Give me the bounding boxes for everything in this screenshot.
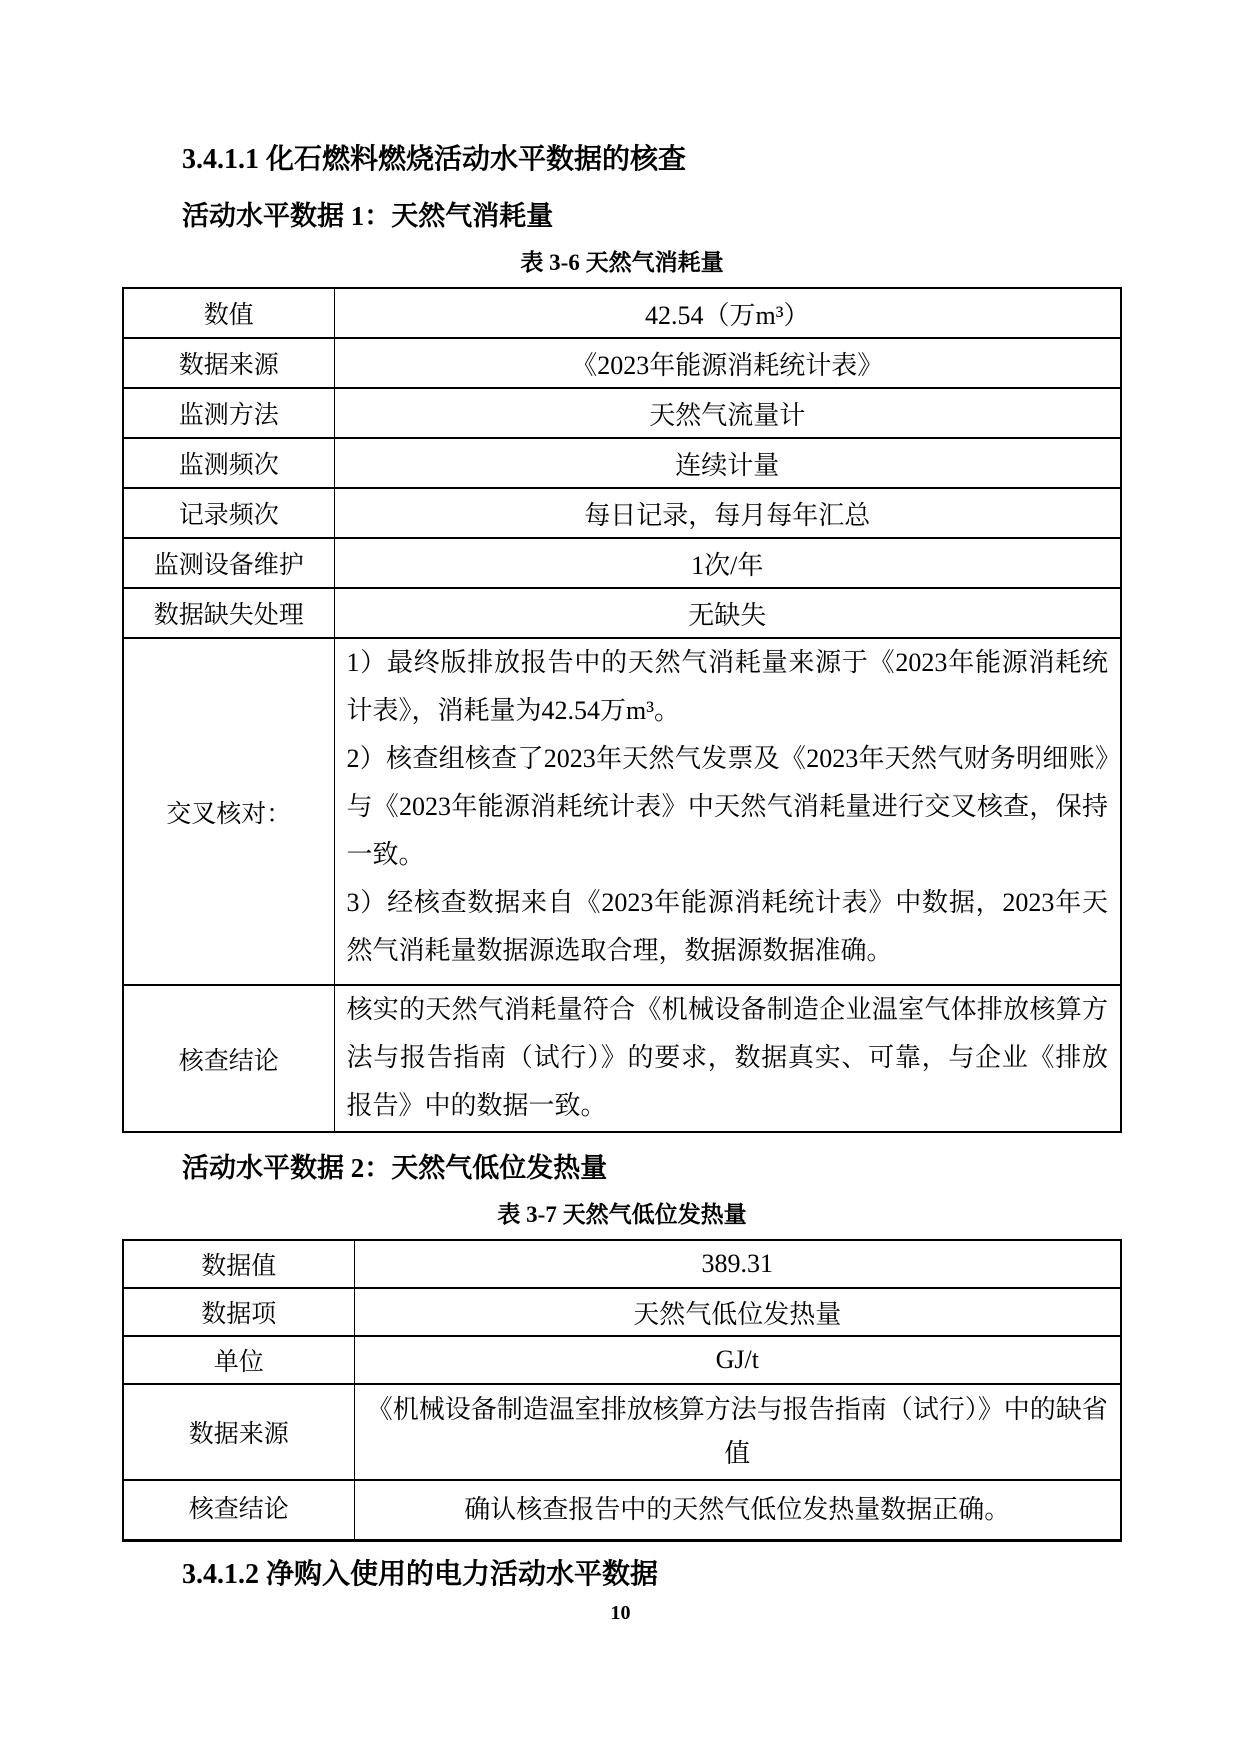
table-row	[123, 388, 1121, 438]
row-value: 每日记录，每月每年汇总	[334, 488, 1121, 538]
row-value: 《机械设备制造温室排放核算方法与报告指南（试行）》中的缺省值	[354, 1384, 1121, 1480]
conclusion-text: 核实的天然气消耗量符合《机械设备制造企业温室气体排放核算方法与报告指南（试行）》的要求，数据真实、可靠，与企业《排放报告》中的数据一致。	[334, 985, 1121, 1132]
row-label: 数值	[123, 288, 334, 338]
row-value: 389.31	[354, 1240, 1121, 1288]
heading-activity-data-1: 活动水平数据 1：天然气消耗量	[182, 201, 554, 231]
cross-check-item-1: 1）最终版排放报告中的天然气消耗量来源于《2023年能源消耗统计表》，消耗量为42.54万m³。	[346, 648, 1108, 725]
row-label: 数据缺失处理	[123, 588, 334, 638]
table-row	[123, 588, 1121, 638]
table-row	[123, 488, 1121, 538]
row-value: 连续计量	[334, 438, 1121, 488]
table-3-6-caption: 表 3-6 天然气消耗量	[520, 250, 724, 275]
row-label: 数据项	[123, 1288, 354, 1336]
row-value: 确认核查报告中的天然气低位发热量数据正确。	[354, 1480, 1121, 1540]
row-value: GJ/t	[354, 1336, 1121, 1384]
row-label: 核查结论	[123, 985, 334, 1132]
table-row	[123, 288, 1121, 338]
cross-check-row	[123, 638, 1121, 985]
row-label: 监测频次	[123, 438, 334, 488]
row-label: 单位	[123, 1336, 354, 1384]
row-label: 数据来源	[123, 338, 334, 388]
row-label: 数据值	[123, 1240, 354, 1288]
page-number: 10	[610, 1602, 631, 1624]
heading-activity-data-2: 活动水平数据 2：天然气低位发热量	[182, 1153, 608, 1183]
cross-check-content	[334, 638, 1121, 985]
table-3-7	[122, 1239, 1122, 1542]
heading-section-3-4-1-2: 3.4.1.2 净购入使用的电力活动水平数据	[182, 1558, 659, 1590]
table-row	[123, 538, 1121, 588]
row-label: 核查结论	[123, 1480, 354, 1540]
row-label: 记录频次	[123, 488, 334, 538]
conclusion-row	[123, 1480, 1121, 1540]
row-label: 交叉核对：	[123, 638, 334, 985]
table-row	[123, 338, 1121, 388]
table-3-6	[122, 287, 1122, 1133]
table-row	[123, 1240, 1121, 1288]
row-value: 天然气低位发热量	[354, 1288, 1121, 1336]
data-source-row	[123, 1384, 1121, 1480]
heading-section-3-4-1-1: 3.4.1.1 化石燃料燃烧活动水平数据的核查	[182, 144, 687, 175]
row-label: 监测设备维护	[123, 538, 334, 588]
table-row	[123, 1288, 1121, 1336]
table-row	[123, 438, 1121, 488]
table-3-7-caption: 表 3-7 天然气低位发热量	[497, 1202, 747, 1227]
page-content	[122, 0, 1122, 1592]
row-value: 1次/年	[334, 538, 1121, 588]
row-value: 无缺失	[334, 588, 1121, 638]
row-label: 数据来源	[123, 1384, 354, 1480]
row-value: 《2023年能源消耗统计表》	[334, 338, 1121, 388]
table-row	[123, 1336, 1121, 1384]
row-label: 监测方法	[123, 388, 334, 438]
cross-check-item-3: 3）经核查数据来自《2023年能源消耗统计表》中数据，2023年天然气消耗量数据源选取合理，数据源数据准确。	[346, 888, 1108, 965]
conclusion-row	[123, 985, 1121, 1132]
row-value: 42.54（万m³）	[334, 288, 1121, 338]
row-value: 天然气流量计	[334, 388, 1121, 438]
cross-check-item-2: 2）核查组核查了2023年天然气发票及《2023年天然气财务明细账》与《2023年能源消耗统计表》中天然气消耗量进行交叉核查，保持一致。	[346, 744, 1108, 869]
